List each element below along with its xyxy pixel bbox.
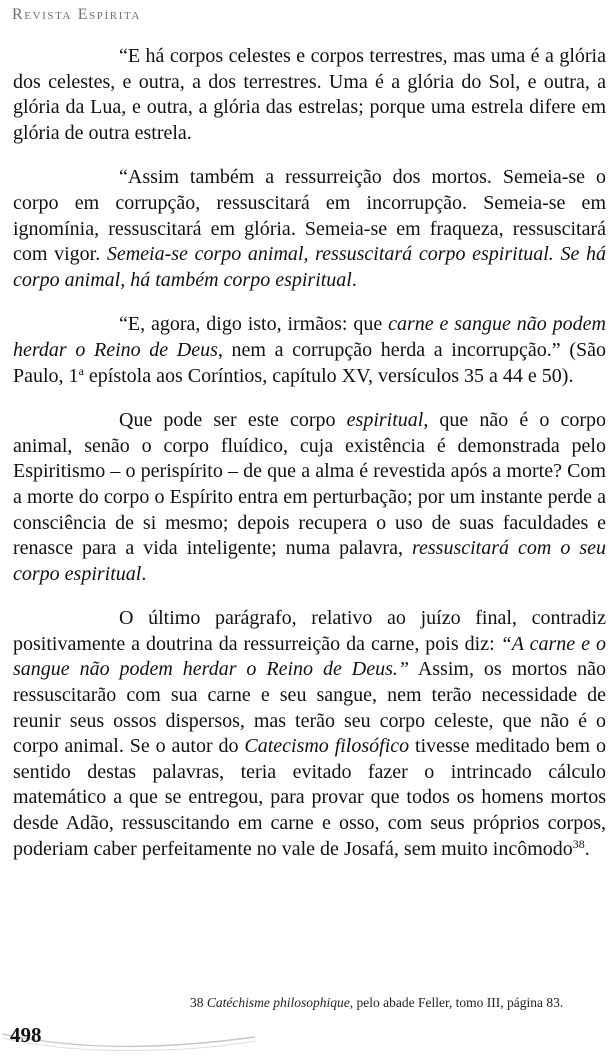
italic-segment: “A carne e o sangue não podem herdar o Reino de Deus.” xyxy=(13,632,606,681)
text-segment: . xyxy=(141,562,147,585)
italic-segment: ressuscitará com o seu corpo espiritual xyxy=(13,537,606,585)
text-segment: “E há corpos celestes e corpos terrestres, mas uma é a glória dos celestes, e outra, a dos terrestres. Uma é a glória do Sol, e outra, a glória da Lua, e outra, a glória das estrelas; porque uma estrela difere em glória de outra estrela. xyxy=(13,45,606,144)
text-segment: epístola aos Coríntios, capítulo XV, versículos 35 a 44 e 50). xyxy=(83,364,574,387)
ordinal-superscript: a xyxy=(78,363,84,378)
italic-segment: espiritual xyxy=(346,409,424,432)
footnote-reference: 38 xyxy=(572,836,585,851)
paragraph-1 xyxy=(13,44,606,146)
italic-segment: Semeia-se corpo animal, ressuscitará corpo espiritual. Se há corpo animal, há também corpo espiritual xyxy=(13,243,606,291)
running-header: Revista Espírita xyxy=(12,6,141,23)
page-number: 498 xyxy=(10,1023,42,1047)
paragraph-4 xyxy=(13,408,606,587)
footnote-text: , pelo abade Feller, tomo III, página 83. xyxy=(349,995,564,1010)
footnote-number: 38 xyxy=(190,995,207,1010)
text-segment: , que não é o corpo animal, senão o corpo fluídico, cuja existência é demonstrada pelo Espiritismo – o perispírito – de que a alma é revestida após a morte? Com a morte do corpo o Espírito entra em perturbação; por um instante perde a consciência de si mesmo; depois recupera o uso de suas faculdades e renasce para a vida inteligente; numa palavra, xyxy=(13,409,606,560)
text-segment: Assim, os mortos não ressuscitarão com sua carne e seu sangue, nem terão necessidade de reunir seus ossos dispersos, mas terão seu corpo celeste, que não é o corpo animal. Se o autor do xyxy=(13,658,606,758)
text-segment: , nem a corrupção herda a incorrupção.” (São Paulo, 1 xyxy=(13,338,606,387)
text-segment: tivesse meditado bem o sentido destas palavras, teria evitado fazer o intrincado cálculo matemático a que se entregou, para provar que todos os homens mortos desde Adão, ressuscitando em carne e osso, com seus próprios corpos, poderiam caber perfeitamente no vale de Josafá, sem muito incômodo xyxy=(13,735,606,860)
paragraph-2 xyxy=(13,165,606,293)
footnote-title: Catéchisme philosophique xyxy=(206,995,350,1010)
text-segment: “E, agora, digo isto, irmãos: que xyxy=(119,313,389,336)
text-segment: O último parágrafo, relativo ao juízo final, contradiz positivamente a doutrina da ressurreição da carne, pois diz: xyxy=(13,607,606,655)
footnote xyxy=(190,995,600,1011)
paragraph-3 xyxy=(13,312,606,389)
body-text xyxy=(13,44,606,862)
text-segment: Que pode ser este corpo xyxy=(119,409,347,432)
text-segment: “Assim também a ressurreição dos mortos. Semeia-se o corpo em corrupção, ressuscitará em incorrupção. Semeia-se em ignomínia, ressuscitará em glória. Semeia-se em fraqueza, ressuscitará com vigor. xyxy=(13,166,606,266)
text-segment: . xyxy=(351,268,357,291)
italic-segment: carne e sangue não podem herdar o Reino de Deus xyxy=(13,313,606,361)
paragraph-5 xyxy=(13,606,606,862)
italic-segment: Catecismo filosófico xyxy=(244,735,410,758)
text-segment: . xyxy=(584,837,590,860)
